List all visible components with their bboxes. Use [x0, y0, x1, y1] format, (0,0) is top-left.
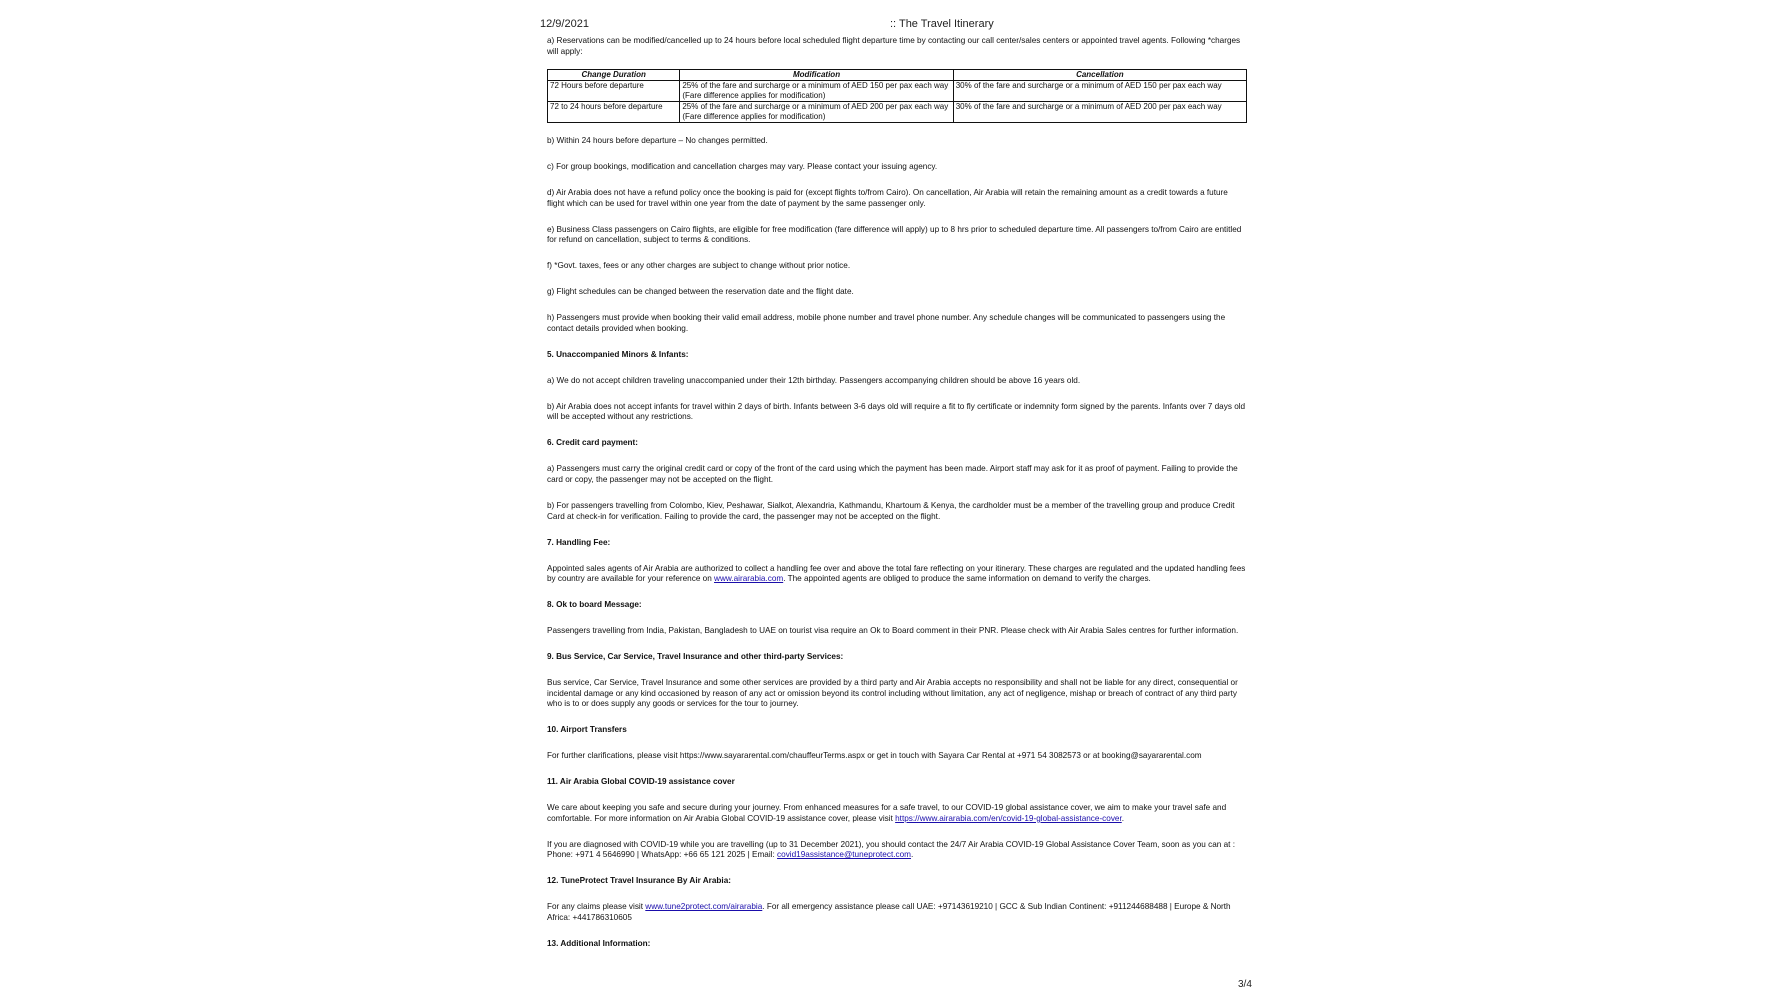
text-run: Appointed sales agents of Air Arabia are authorized to collect a handling fee over and above the total fare reflecting on your itinerary. These charges are regulated and the updated handling fees by country are available for your reference on	[547, 563, 1246, 584]
section-heading-covid-cover: 11. Air Arabia Global COVID-19 assistance cover	[547, 777, 735, 787]
section-heading-additional-info: 13. Additional Information:	[547, 938, 651, 948]
text-run: . The appointed agents are obliged to produce the same information on demand to verify the charges.	[783, 574, 1151, 584]
table-cell: 25% of the fare and surcharge or a minimum of AED 200 per pax each way (Fare difference applies for modification)	[680, 102, 953, 123]
header-cancellation: Cancellation	[953, 70, 1246, 81]
section-heading-minors: 5. Unaccompanied Minors & Infants:	[547, 349, 689, 359]
paragraph-handling-fee	[547, 564, 1247, 585]
charges-table	[547, 69, 1247, 123]
section-heading-ok-to-board: 8. Ok to board Message:	[547, 600, 642, 610]
document-title: :: The Travel Itinerary	[890, 18, 994, 30]
section-heading-tuneprotect: 12. TuneProtect Travel Insurance By Air Arabia:	[547, 876, 731, 886]
section-heading-airport-transfers: 10. Airport Transfers	[547, 725, 627, 735]
header-change-duration: Change Duration	[548, 70, 680, 81]
text-run: We care about keeping you safe and secure during your journey. From enhanced measures for a safe travel, to our COVID-19 global assistance cover, we aim to make your travel safe and comfortable. For more information on Air Arabia Global COVID-19 assistance cover, please visit	[547, 803, 1227, 823]
table-cell: 72 to 24 hours before departure	[548, 102, 680, 123]
paragraph-c: c) For group bookings, modification and cancellation charges may vary. Please contact your issuing agency.	[547, 162, 938, 172]
table-header-row	[548, 70, 1247, 81]
paragraph-airport-transfers: For further clarifications, please visit https://www.sayararental.com/chauffeurTerms.aspx or get in touch with Sayara Car Rental at +971 54 3082573 or at booking@sayararental.com	[547, 751, 1202, 761]
tuneprotect-link[interactable]: www.tune2protect.com/airarabia	[645, 902, 763, 912]
paragraph-covid-contact	[547, 840, 1247, 861]
paragraph-g: g) Flight schedules can be changed between the reservation date and the flight date.	[547, 287, 854, 297]
paragraph-tuneprotect	[547, 902, 1247, 923]
print-date: 12/9/2021	[540, 18, 589, 30]
paragraph-b: b) Within 24 hours before departure – No changes permitted.	[547, 136, 768, 146]
table-cell: 30% of the fare and surcharge or a minimum of AED 150 per pax each way	[953, 81, 1246, 102]
paragraph-a-charges: a) Reservations can be modified/cancelled up to 24 hours before local scheduled flight departure time by contacting our call center/sales centers or appointed travel agents. Following *charges will apply:	[547, 36, 1241, 56]
paragraph-minors-b: b) Air Arabia does not accept infants for travel within 2 days of birth. Infants between 3-6 days old will require a fit to fly certificate or indemnity form signed by the parents. Infants over 7 days old will be accepted without any restrictions.	[547, 401, 1246, 422]
covid-cover-link[interactable]: https://www.airarabia.com/en/covid-19-global-assistance-cover	[895, 813, 1122, 823]
paragraph-ok-to-board: Passengers travelling from India, Pakistan, Bangladesh to UAE on tourist visa require an Ok to Board comment in their PNR. Please check with Air Arabia Sales centres for further information.	[547, 626, 1239, 636]
page-number: 3/4	[1238, 979, 1252, 990]
paragraph-d: d) Air Arabia does not have a refund policy once the booking is paid for (except flights to/from Cairo). On cancellation, Air Arabia will retain the remaining amount as a credit towards a future flight which can be used for travel within one year from the date of payment by the same passenger only.	[547, 188, 1228, 208]
paragraph-covid-cover	[547, 803, 1247, 824]
section-heading-third-party: 9. Bus Service, Car Service, Travel Insurance and other third-party Services:	[547, 652, 844, 662]
table-row	[548, 81, 1247, 102]
table-cell: 72 Hours before departure	[548, 81, 680, 102]
table-row	[548, 102, 1247, 123]
paragraph-h: h) Passengers must provide when booking their valid email address, mobile phone number and travel phone number. Any schedule changes will be communicated to passengers using the contact details provided when booking.	[547, 313, 1226, 333]
table-cell: 30% of the fare and surcharge or a minimum of AED 200 per pax each way	[953, 102, 1246, 123]
text-run: For any claims please visit	[547, 902, 646, 912]
covid-email-link[interactable]: covid19assistance@tuneprotect.com	[777, 850, 911, 860]
paragraph-third-party: Bus service, Car Service, Travel Insurance and some other services are provided by a third party and Air Arabia accepts no responsibility and shall not be liable for any direct, consequential or incidental damage or any kind occasioned by reason of any act or omission beyond its control including without limitation, any act of negligence, mishap or breach of contract of any third party who is to or does supply any goods or services for the tour to journey.	[547, 678, 1238, 709]
paragraph-f: f) *Govt. taxes, fees or any other charges are subject to change without prior notice.	[547, 261, 851, 271]
paragraph-credit-card-a: a) Passengers must carry the original credit card or copy of the front of the card using which the payment has been made. Airport staff may ask for it as proof of payment. Failing to provide the card or copy, the passenger may not be accepted on the flight.	[547, 464, 1238, 484]
text-run: If you are diagnosed with COVID-19 while you are travelling (up to 31 December 2021), you should contact the 24/7 Air Arabia COVID-19 Global Assistance Cover Team, soon as you can at : Phone: +971 4 5646990 | WhatsApp: +66 65 121 2025 | Email:	[547, 839, 1235, 860]
text-run: .	[1121, 813, 1125, 823]
table-cell: 25% of the fare and surcharge or a minimum of AED 150 per pax each way (Fare difference applies for modification)	[680, 81, 953, 102]
airarabia-link[interactable]: www.airarabia.com	[714, 574, 784, 584]
text-run: .	[910, 850, 914, 860]
paragraph-minors-a: a) We do not accept children traveling unaccompanied under their 12th birthday. Passengers accompanying children should be above 16 years old.	[547, 375, 1081, 385]
paragraph-credit-card-b: b) For passengers travelling from Colombo, Kiev, Peshawar, Sialkot, Alexandria, Kathmandu, Khartoum & Kenya, the cardholder must be a member of the travelling group and produce Credit Card at check-in for verification. Failing to provide the card, the passenger may not be accepted on the flight.	[547, 500, 1235, 521]
header-modification: Modification	[680, 70, 953, 81]
paragraph-e: e) Business Class passengers on Cairo flights, are eligible for free modification (fare difference will apply) up to 8 hrs prior to scheduled departure time. All passengers to/from Cairo are entitled for refund on cancellation, subject to terms & conditions.	[547, 224, 1242, 245]
document-body	[547, 36, 1247, 965]
text-run: . For all emergency assistance please call UAE: +97143619210 | GCC & Sub Indian Continent: +911244688488 | Europe & North Africa: +441786310605	[547, 902, 1231, 922]
section-heading-credit-card: 6. Credit card payment:	[547, 438, 638, 448]
section-heading-handling-fee: 7. Handling Fee:	[547, 537, 611, 547]
